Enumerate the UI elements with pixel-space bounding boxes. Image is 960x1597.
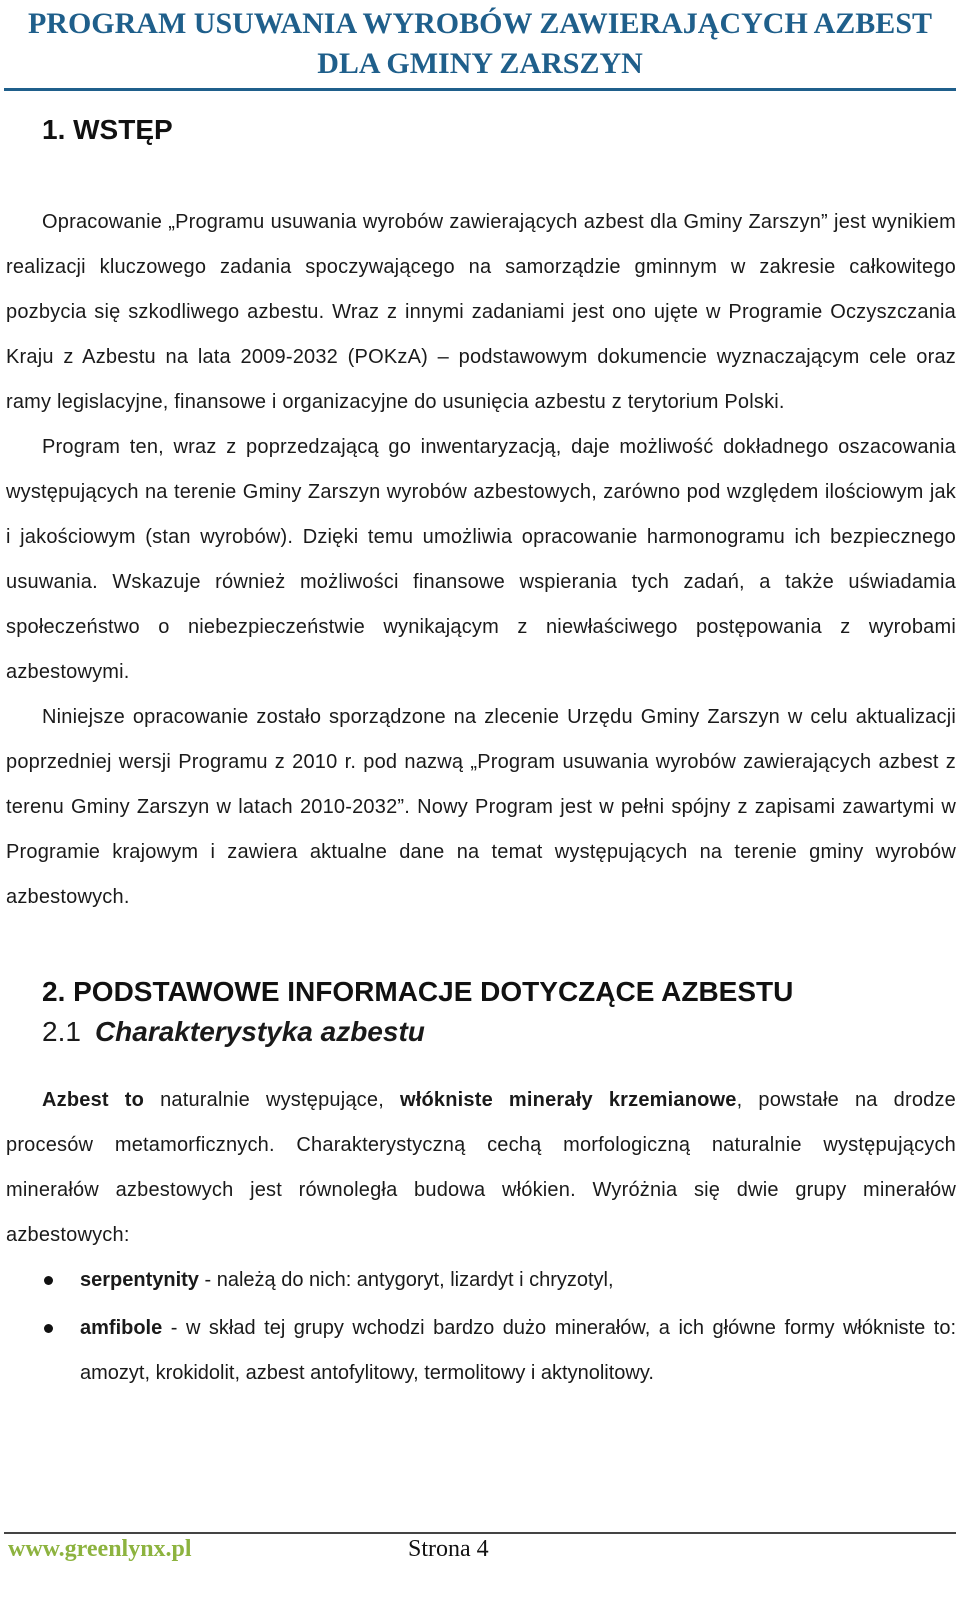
header-title-line-1: PROGRAM USUWANIA WYROBÓW ZAWIERAJĄCYCH AZBEST	[27, 7, 933, 40]
section-1-paragraph: Program ten, wraz z poprzedzającą go inwentaryzacją, daje możliwość dokładnego oszacowania występujących na terenie Gminy Zarszyn wyrobów azbestowych, zarówno pod względem ilościowym jak i jakościowym (stan wyrobów). Dzięki temu umożliwia opracowanie harmonogramu ich bezpiecznego usuwania. Wskazuje również możliwości finansowe wspierania tych zadań, a także uświadamia społeczeństwo o niebezpieczeństwie wynikającym z niewłaściwego postępowania z wyrobami azbestowymi.	[6, 436, 956, 683]
section-1-heading: 1. WSTĘP	[42, 114, 173, 145]
intro-text-2: , powstałe na drodze procesów metamorficznych. Charakterystyczną cechą morfologiczną naturalnie występujących minerałów azbestowych jest równoległa budowa włókien. Wyróżnia się dwie grupy minerałów azbestowych:	[6, 1089, 956, 1246]
group-description: - należą do nich: antygoryt, lizardyt i chryzotyl,	[198, 1269, 614, 1291]
group-name: serpentynity	[80, 1269, 199, 1291]
term-minerals: włókniste minerały krzemianowe	[399, 1089, 737, 1111]
bullet-icon	[44, 1324, 53, 1333]
group-name: amfibole	[80, 1317, 163, 1339]
section-1-paragraph: Niniejsze opracowanie zostało sporządzone na zlecenie Urzędu Gminy Zarszyn w celu aktualizacji poprzedniej wersji Programu z 2010 r. pod nazwą „Program usuwania wyrobów zawierających azbest z terenu Gminy Zarszyn w latach 2010-2032”. Nowy Program jest w pełni spójny z zapisami zawartymi w Programie krajowym i zawiera aktualne dane na temat występujących na terenie gminy wyrobów azbestowych.	[6, 706, 956, 908]
page-number: Strona 4	[408, 1536, 489, 1562]
footer-divider	[4, 1532, 956, 1534]
page-header	[0, 4, 960, 84]
section-1-paragraph: Opracowanie „Programu usuwania wyrobów zawierających azbest dla Gminy Zarszyn” jest wynikiem realizacji kluczowego zadania spoczywającego na samorządzie gminnym w zakresie całkowitego pozbycia się szkodliwego azbestu. Wraz z innymi zadaniami jest ono ujęte w Programie Oczyszczania Kraju z Azbestu na lata 2009-2032 (POKzA) – podstawowym dokumencie wyznaczającym cele oraz ramy legislacyjne, finansowe i organizacyjne do usunięcia azbestu z terytorium Polski.	[6, 211, 956, 413]
list-item	[6, 1258, 956, 1303]
intro-text-1: naturalnie występujące,	[144, 1089, 400, 1111]
section-2-heading: 2. PODSTAWOWE INFORMACJE DOTYCZĄCE AZBESTU	[42, 976, 794, 1007]
header-divider	[4, 88, 956, 91]
subsection-2-1-heading	[6, 1012, 956, 1052]
mineral-groups-list	[6, 1258, 956, 1396]
bullet-icon	[44, 1276, 53, 1285]
list-item	[6, 1306, 956, 1396]
section-2-intro-paragraph	[6, 1078, 956, 1258]
header-title-line-2: DLA GMINY ZARSZYN	[317, 47, 643, 80]
document-body	[6, 110, 956, 1396]
term-azbest: Azbest to	[42, 1089, 145, 1111]
subsection-number: 2.1	[42, 1016, 81, 1047]
subsection-title: Charakterystyka azbestu	[94, 1016, 425, 1047]
footer-website-link[interactable]: www.greenlynx.pl	[8, 1536, 192, 1562]
group-description: - w skład tej grupy wchodzi bardzo dużo minerałów, a ich główne formy włókniste to: amozyt, krokidolit, azbest antofylitowy, termolitowy i aktynolitowy.	[80, 1317, 956, 1384]
